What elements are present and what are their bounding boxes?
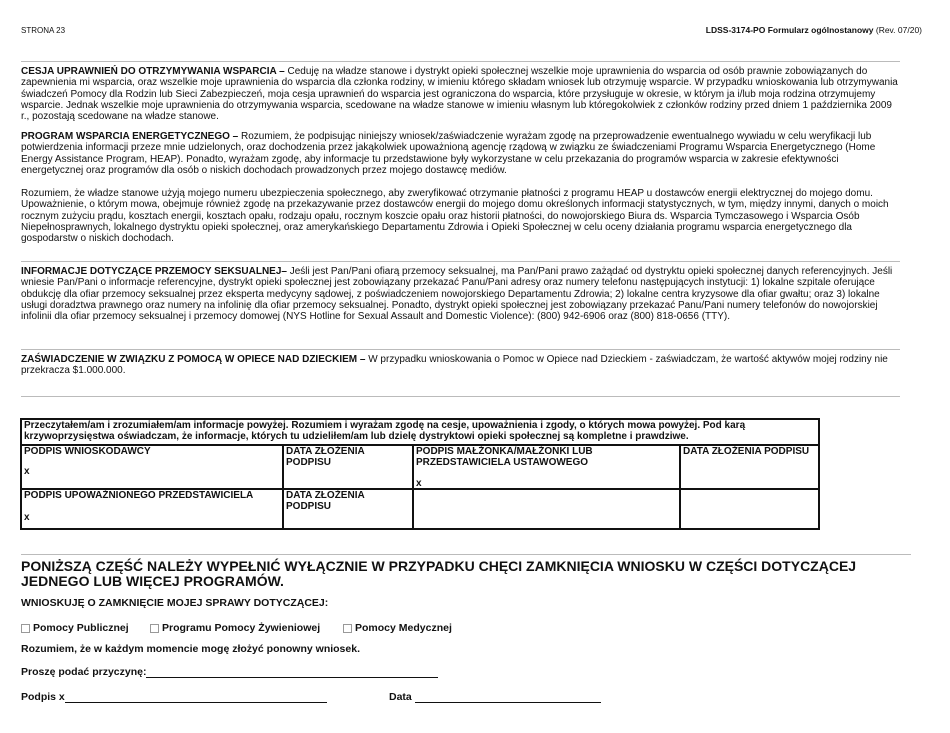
violence-body: Jeśli jest Pan/Pani ofiarą przemocy seksualnej, ma Pan/Pani prawo zażądać od dystryktu opieki społecznej danych referencyjnych. Jeśli wniesie Pan/Pani o informacje referencyjne, dystrykt opieki społecznej jest zobowiązany przekazać Panu/Pani adresy oraz numery telefonu następujących instytucji: 1) lokalne szpitale oferujące obdukcję dla ofiar przemocy seksualnej przez eksperta medycyny sądowej, z poświadczeniem nowojorskiego Departamentu Zdrowia; 2) lokalne centra kryzysowe dla ofiar gwałtu; oraz 3) lokalne usługi doradztwa prawnego oraz numery na infolinię dla ofiar przemocy seksualnej. Ponadto, dystrykt opieki społecznej jest zobowiązany przekazać Panu/Pani numery telefonów do nowojorskiej infolinii dla ofiar przemocy seksualnej i przemocy domowej (NYS Hotline for Sexual Assault and Domestic Violence): (800) 942-6906 oraz (800) 818-0656 (TTY). [21,266,893,323]
representative-date-field[interactable] [283,489,413,529]
energy-section-2: Rozumiem, że władze stanowe użyją mojego numeru ubezpieczenia społecznego, aby zweryfikować otrzymanie płatności z programu HEAP u dostawców energii elektrycznej do mojego domu. Upoważnienie, o którym mowa, obejmuje również zgodę na przekazywanie przez dostawców energii do mojego domu określonych informacji statystycznych, w tym, między innymi, danych o moich rocznym zużyciu prądu, kosztach energii, kosztach opału, rodzaju opału, rocznym koszcie opału oraz historii płatności, do nowojorskiego Biura ds. Wsparcia Tymczasowego i Wsparcia Osób Niepełnosprawnych, lokalnego dystryktu opieki społecznej, oraz amerykańskiego Departamentu Zdrowia i Opieki Społecznej w celu oceny działania programu wsparcia energetycznego dla gospodarstw o niskich dochodach. [21,188,889,245]
cession-body: Ceduję na władze stanowe i dystrykt opieki społecznej wszelkie moje uprawnienia do wsparcia od osób prawnie zobowiązanych do zapewnienia mi wsparcia, oraz wszelkie moje uprawnienia do wsparcia dla członka rodziny, w imieniu którego składam wniosek lub otrzymuję wsparcie. W przypadku wnioskowania lub otrzymywania świadczeń Pomocy dla Rodzin lub Sieci Zabezpieczeń, moja cesja uprawnień do wsparcia jest ograniczona do wsparcia, które przysługuje w okresie, w którym ja i/lub moja rodzina otrzymujemy wsparcie. Jednak wszelkie moje uprawnienia do otrzymywania wsparcia, scedowane na władze stanowe w imieniu własnym lub któregokolwiek z członków rodziny przed dniem 1 października 2009 r., pozostają scedowane na władze stanowe. [21,66,898,123]
signature-table [20,418,820,530]
option-medical-assistance[interactable] [343,622,452,634]
reapply-note: Rozumiem, że w każdym momencie mogę złożyć ponowny wniosek. [21,643,360,655]
attestation-statement: Przeczytałem/am i zrozumiałem/am informacje powyżej. Rozumiem i wyrażam zgodę na cesje, upoważnienia i zgody, o których mowa powyżej. Pod karą krzywoprzysięstwa oświadczam, że informacje, których tu udzieliłem/am lub dzielę dystryktowi opieki społecznej są kompletne i prawdziwe. [21,419,819,445]
spouse-date-label: DATA ZŁOŻENIA PODPISU [683,446,810,457]
energy-section [21,131,901,176]
closing-section-title: PONIŻSZĄ CZĘŚĆ NALEŻY WYPEŁNIĆ WYŁĄCZNIE W PRZYPADKU CHĘCI ZAMKNIĘCIA WNIOSKU W CZĘŚCI DOTYCZĄCEJ JEDNEGO LUB WIĘCEJ PROGRAMÓW. [21,558,857,589]
spouse-signature-field[interactable] [413,445,680,489]
spouse-signature-label: PODPIS MAŁŻONKA/MAŁŻONKI LUB PRZEDSTAWICIELA USTAWOWEGO [416,446,593,468]
close-request-label: WNIOSKUJĘ O ZAMKNIĘCIE MOJEJ SPRAWY DOTYCZĄCEJ: [21,597,329,609]
cession-title: CESJA UPRAWNIEŃ DO OTRZYMYWANIA WSPARCIA – [21,66,285,77]
energy-body: Rozumiem, że podpisując niniejszy wniosek/zaświadczenie wyrażam zgodę na przeprowadzenie ewentualnego wywiadu w celu weryfikacji lub potwierdzenia informacji przeze mnie udzielonych, oraz dochodzenia przez jakąkolwiek upoważnioną agencję rządową w związku ze świadczeniami Programu Wsparcia Energetycznego (Home Energy Assistance Program, HEAP). Ponadto, wyrażam zgodę, aby informacje tu przedstawione były wykorzystane w celu przekazania do programów wsparcia w zakresie efektywności energetycznej oraz programów dla osób o niskich dochodach prowadzonych przez mojego dostawcę mediów. [21,131,876,176]
violence-section [21,266,901,322]
representative-signature-label: PODPIS UPOWAŻNIONEGO PRZEDSTAWICIELA [24,490,254,501]
option-label: Programu Pomocy Żywieniowej [162,622,321,634]
closing-date-label: Data [389,691,412,703]
closing-date-field[interactable] [389,691,601,703]
childcare-section [21,354,901,377]
checkbox-icon[interactable] [150,624,159,633]
spouse-x-mark: x [416,478,422,489]
checkbox-icon[interactable] [343,624,352,633]
applicant-signature-label: PODPIS WNIOSKODAWCY [24,446,151,457]
reason-label: Proszę podać przyczynę: [21,666,147,678]
option-label: Pomocy Medycznej [355,622,452,634]
empty-cell [413,489,680,529]
form-identifier [706,25,922,35]
form-title: Formularz ogólnostanowy [767,25,874,35]
form-code: LDSS-3174-PO [705,25,766,35]
closing-date-line[interactable] [415,691,601,703]
closing-signature-field[interactable] [21,691,327,703]
representative-date-label: DATA ZŁOŻENIA PODPISU [286,490,365,512]
applicant-date-field[interactable] [283,445,413,489]
checkbox-icon[interactable] [21,624,30,633]
empty-cell [680,489,819,529]
applicant-date-label: DATA ZŁOŻENIA PODPISU [286,446,365,468]
cession-section [21,66,901,122]
reason-input-line[interactable] [146,666,438,678]
divider [21,396,900,397]
closing-signature-line[interactable] [65,691,327,703]
option-label: Pomocy Publicznej [33,622,129,634]
divider [21,349,900,350]
applicant-x-mark: x [24,466,30,477]
spouse-date-field[interactable] [680,445,819,489]
reason-field[interactable] [21,666,438,678]
energy-title: PROGRAM WSPARCIA ENERGETYCZNEGO – [21,131,239,142]
form-revision: (Rev. 07/20) [875,25,922,35]
divider [21,61,900,62]
closing-signature-label: Podpis x [21,691,65,703]
page-number: STRONA 23 [21,26,66,35]
childcare-title: ZAŚWIADCZENIE W ZWIĄZKU Z POMOCĄ W OPIECE NAD DZIECKIEM – [21,354,366,365]
violence-title: INFORMACJE DOTYCZĄCE PRZEMOCY SEKSUALNEJ– [21,266,287,277]
divider [21,554,911,555]
divider [21,261,900,262]
option-food-assistance[interactable] [150,622,320,634]
representative-signature-field[interactable] [21,489,283,529]
applicant-signature-field[interactable] [21,445,283,489]
option-public-assistance[interactable] [21,622,129,634]
representative-x-mark: x [24,512,30,523]
childcare-body: W przypadku wnioskowania o Pomoc w Opiece nad Dzieckiem - zaświadczam, że wartość aktywów mojej rodziny nie przekracza $1.000.000. [21,354,888,377]
